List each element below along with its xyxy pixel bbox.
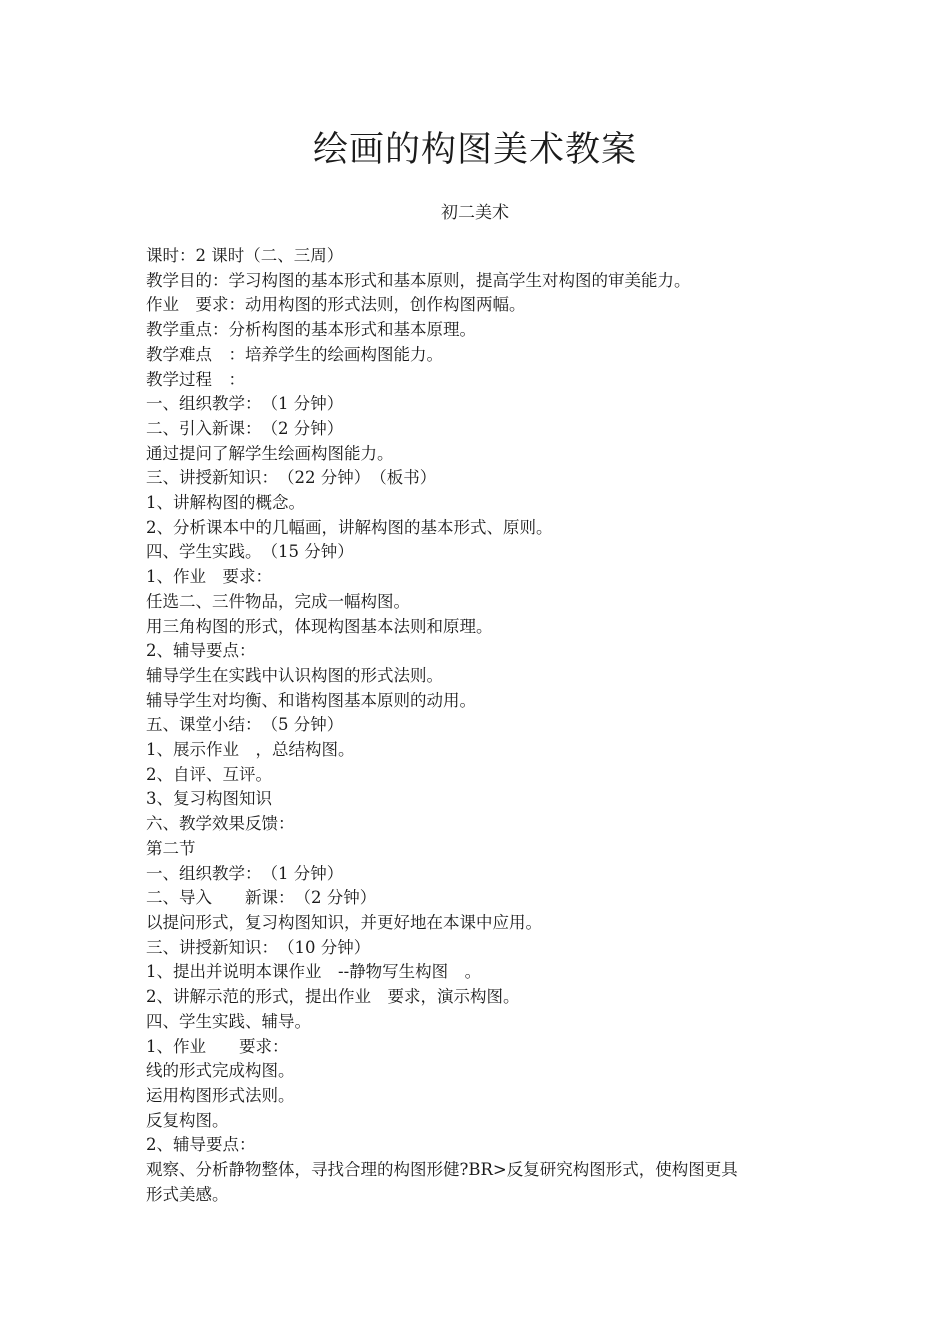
document-line: 2、辅导要点： [146, 641, 256, 661]
document-line: 通过提问了解学生绘画构图能力。 [146, 443, 394, 463]
document-line: 三、讲授新知识： （22 分钟） （板书） [146, 468, 437, 488]
document-line: 1、作业 要求： [146, 567, 272, 587]
document-subtitle: 初二美术 [441, 203, 509, 223]
document-body [146, 244, 816, 1207]
document-line: 线的形式完成构图。 [146, 1061, 295, 1081]
document-line: 第二节 [146, 838, 196, 858]
document-line: 教学过程 ： [146, 369, 245, 389]
document-line: 五、课堂小结： （5 分钟） [146, 715, 344, 735]
document-line: 观察、分析静物整体，寻找合理的构图形健?BR>反复研究构图形式，使构图更具 [146, 1160, 738, 1180]
document-line: 辅导学生在实践中认识构图的形式法则。 [146, 665, 443, 685]
document-line: 课时：2 课时（二、三周） [146, 246, 344, 265]
document-line: 1、展示作业 ，总结构图。 [146, 740, 355, 760]
document-line: 辅导学生对均衡、和谐构图基本原则的动用。 [146, 690, 476, 710]
document-line: 任选二、三件物品，完成一幅构图。 [146, 591, 410, 611]
document-line: 四、学生实践。 （15 分钟） [146, 542, 354, 562]
document-line: 二、导入 新课： （2 分钟） [146, 888, 377, 908]
document-line: 3、复习构图知识 [146, 789, 272, 809]
document-line: 形式美感。 [146, 1184, 229, 1204]
document-line: 1、讲解构图的概念。 [146, 493, 305, 513]
document-line: 1、提出并说明本课作业 --静物写生构图 。 [146, 962, 482, 982]
document-line: 作业 要求：动用构图的形式法则，创作构图两幅。 [146, 295, 526, 315]
document-line: 运用构图形式法则。 [146, 1085, 295, 1105]
document-line: 一、组织教学： （1 分钟） [146, 863, 344, 883]
document-line: 用三角构图的形式，体现构图基本法则和原理。 [146, 616, 493, 636]
document-line: 2、分析课本中的几幅画，讲解构图的基本形式、原则。 [146, 517, 553, 537]
document-line: 教学目的：学习构图的基本形式和基本原则，提高学生对构图的审美能力。 [146, 270, 691, 290]
document-line: 1、作业 要求： [146, 1036, 289, 1056]
document-line: 一、组织教学： （1 分钟） [146, 394, 344, 414]
document-line: 四、学生实践、辅导。 [146, 1011, 311, 1031]
document-line: 以提问形式，复习构图知识，并更好地在本课中应用。 [146, 912, 542, 932]
document-line: 2、自评、互评。 [146, 764, 272, 784]
document-line: 二、引入新课： （2 分钟） [146, 418, 344, 438]
document-line: 2、讲解示范的形式，提出作业 要求，演示构图。 [146, 987, 520, 1007]
document-line: 教学重点：分析构图的基本形式和基本原理。 [146, 320, 476, 340]
document-line: 三、讲授新知识： （10 分钟） [146, 937, 371, 957]
document-line: 反复构图。 [146, 1110, 229, 1130]
document-title: 绘画的构图美术教案 [312, 130, 637, 170]
document-line: 教学难点 ：培养学生的绘画构图能力。 [146, 344, 443, 364]
document-line: 2、辅导要点： [146, 1135, 256, 1155]
document-line: 六、教学效果反馈： [146, 814, 295, 834]
